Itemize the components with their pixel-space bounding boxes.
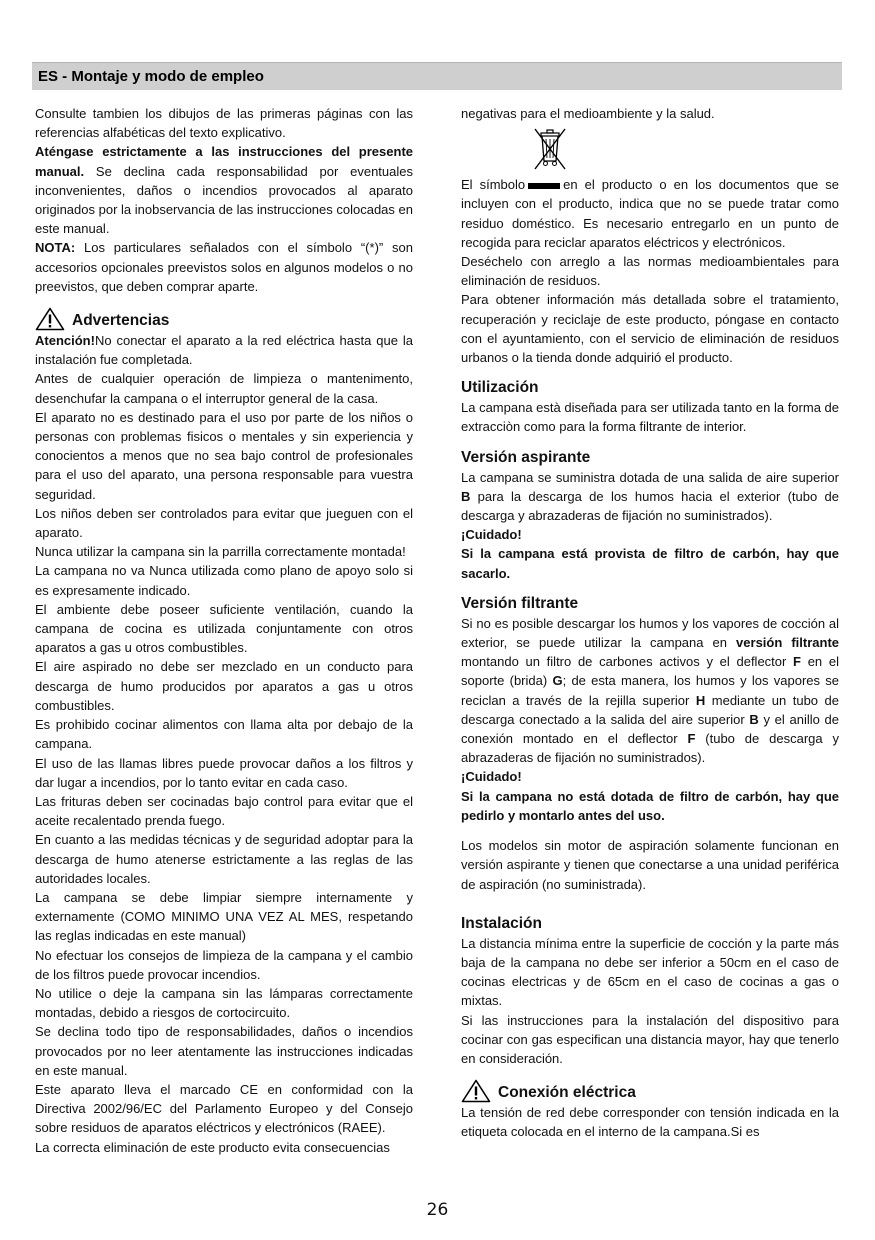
weee-bar-icon [528,183,560,189]
info-paragraph: Para obtener información más detallada sobre el tratamiento, recuperación y reciclaje de este producto, póngase en contacto con el ayuntamiento, con el servicio de eliminación de residuos urbanos o la tienda donde adquirió el producto. [461,292,839,366]
atencion-paragraph: Atención!No conectar el aparato a la red eléctrica hasta que la instalación fue completada. [35,333,413,368]
left-column [35,104,413,1157]
cuidado-label: ¡Cuidado! [461,527,522,543]
warning-paragraph: Este aparato lleva el marcado CE en conformidad con la Directiva 2002/96/EC del Parlamento Europeo y del Consejo sobre residuos de aparatos eléctricos y electrónicos (RAEE). [35,1081,413,1136]
right-column [461,104,839,1142]
warning-paragraph: El aparato no es destinado para el uso por parte de los niños o personas con problemas fisicos o mentales y sin experiencia y conocientos a menos que no sea bajo control de profesionales para el uso del aparato, una persona responsable para vuestra seguridad. [35,409,413,502]
section-header [32,62,842,90]
warning-paragraph: En cuanto a las medidas técnicas y de seguridad adoptar para la descarga de humo atenerse estrictamente a las reglas de las autoridades locales. [35,832,413,886]
warning-paragraph: La campana no va Nunca utilizada como plano de apoyo solo si es expresamente indicado. [35,563,413,598]
warning-paragraph: Es prohibido cocinar alimentos con llama alta por debajo de la campana. [35,717,413,752]
section-title: ES - Montaje y modo de empleo [38,68,264,85]
advertencias-heading [35,307,413,331]
advertencias-title: Advertencias [72,312,170,330]
warning-paragraph: Los niños deben ser controlados para evitar que jueguen con el aparato. [35,505,413,541]
disclaimer-paragraph: Aténgase estrictamente a las instrucciones del presente manual. Se declina cada responsabilidad por eventuales inconvenientes, daños o incendios provocados al aparato originados por la inobservancia de las instrucciones colocadas en este manual. [35,144,413,237]
conexion-title: Conexión eléctrica [498,1084,636,1102]
aspirante-title: Versión aspirante [461,448,591,466]
conexion-paragraph: La tensión de red debe corresponder con tensión indicada en la etiqueta colocada en el interno de la campana.Si es [461,1105,839,1140]
page-number: 26 [426,1200,449,1220]
instalacion-paragraph: La distancia mínima entre la superficie de cocción y la parte más baja de la campana no debe ser inferior a 50cm en el caso de cocinas electricas y de 65cm en el caso de cocinas a gas o mixtas. [461,935,839,1009]
filtrante-title: Versión filtrante [461,594,579,612]
modelos-paragraph: Los modelos sin motor de aspiración solamente funcionan en versión aspirante y tienen que conectarse a una unidad periférica de aspiración (no suministrada). [461,838,839,892]
warning-paragraph: Antes de cualquier operación de limpieza o mantenimento, desenchufar la campana o el interruptor general de la casa. [35,371,413,406]
warning-paragraph: Las frituras deben ser cocinadas bajo control para evitar que el aceite recalentado prenda fuego. [35,793,413,829]
intro-paragraph: Consulte tambien los dibujos de las primeras páginas con las referencias alfabéticas del texto explicativo. [35,106,413,141]
aspirante-warning: Si la campana está provista de filtro de carbón, hay que sacarlo. [461,546,839,581]
warning-paragraph: El uso de las llamas libres puede provocar daños a los filtros y dar lugar a incendios, por lo tanto evitar en cada caso. [35,755,413,790]
crossed-bin-icon [529,125,571,175]
warning-paragraph: Se declina todo tipo de responsabilidades, daños o incendios provocados por no leer atentamente las instrucciones indicadas en este manual. [35,1024,413,1078]
warning-paragraph: La campana se debe limpiar siempre internamente y externamente (COMO MINIMO UNA VEZ AL MES, respetando las reglas indicadas en este manual) [35,889,413,944]
warning-paragraph: El ambiente debe poseer suficiente ventilación, cuando la campana de cocina es utilizada conjuntamente con otros aparatos a gas u otros combustibles. [35,601,413,656]
warning-icon [35,307,65,331]
aspirante-paragraph: La campana se suministra dotada de una salida de aire superior B para la descarga de los humos hacia el exterior (tubo de descarga y abrazaderas de fijación no suministrados). [461,469,839,524]
weee-symbol-row [461,123,839,175]
filtrante-warning: Si la campana no está dotada de filtro de carbón, hay que pedirlo y montarlo antes del uso. [461,788,839,823]
instalacion-title: Instalación [461,914,542,932]
dispose-paragraph: Deséchelo con arreglo a las normas medioambientales para eliminación de residuos. [461,254,839,289]
cuidado-label: ¡Cuidado! [461,769,522,785]
continued-paragraph: negativas para el medioambiente y la salud. [461,106,715,121]
utilizacion-title: Utilización [461,379,539,397]
warning-paragraph: El aire aspirado no debe ser mezclado en un conducto para descarga de humo producidos por aparatos a gas u otros combustibles. [35,659,413,713]
filtrante-paragraph: Si no es posible descargar los humos y los vapores de cocción al exterior, se puede utilizar la campana en versión filtrante montando un filtro de carbones activos y el deflector F en el soporte (brida) G; de esta manera, los humos y los vapores se reciclan a través de la rejilla superior H mediante un tubo de descarga conectado a la salida del aire superior B y el anillo de conexión montado en el deflector F (tubo de descarga y abrazaderas de fijación no suministrados). [461,615,840,766]
warning-icon [461,1079,491,1103]
utilizacion-paragraph: La campana està diseñada para ser utilizada tanto en la forma de extracciòn como para la forma filtrante de interior. [461,400,839,435]
warning-paragraph: No efectuar los consejos de limpieza de la campana y el cambio de los filtros puede provocar incendios. [35,947,413,982]
instalacion-paragraph: Si las instrucciones para la instalación del dispositivo para cocinar con gas especifican una distancia mayor, hay que tenerlo en consideración. [461,1012,839,1066]
warning-paragraph: No utilice o deje la campana sin las lámparas correctamente montadas, debido a riesgos de cortocircuito. [35,985,413,1021]
symbol-paragraph: El símbolo en el producto o en los documentos que se incluyen con el producto, indica que no se puede tratar como residuo doméstico. Es necesario entregarlo en un punto de recogida para reciclar aparatos eléctricos y electrónicos. [461,177,839,250]
conexion-heading [461,1079,839,1103]
note-paragraph: NOTA: Los particulares señalados con el símbolo “(*)” son accesorios opcionales preevistos solos en algunos modelos o no preevistos, que deben comprar aparte. [35,240,413,294]
warning-paragraph: La correcta eliminación de este producto evita consecuencias [35,1139,390,1155]
warning-paragraph: Nunca utilizar la campana sin la parrilla correctamente montada! [35,544,406,560]
